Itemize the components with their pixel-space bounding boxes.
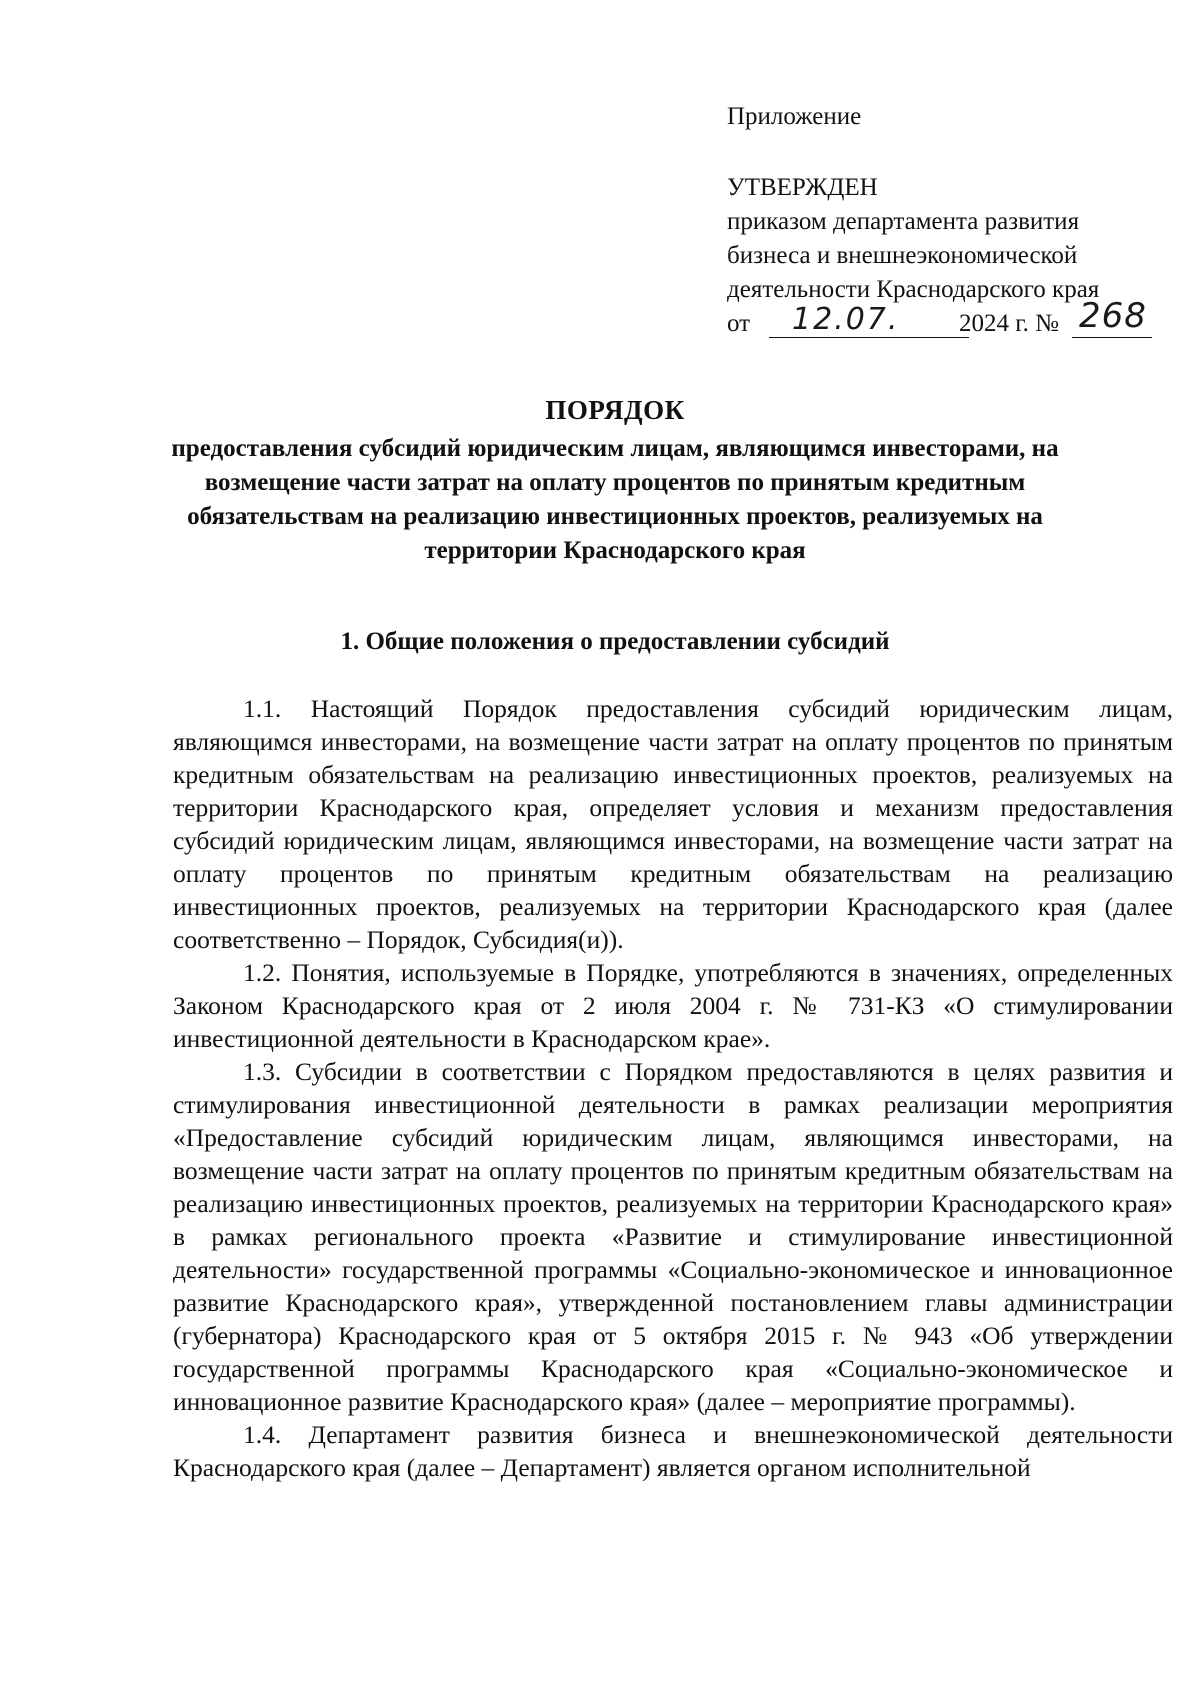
paragraph-1-3: 1.3. Субсидии в соответствии с Порядком предоставляются в целях развития и стимулирования инвестиционной деятельности в рамках реализации мероприятия «Предоставление субсидий юридическим лицам, являющимся инвесторами, на возмещение части затрат на оплату процентов по принятым кредитным обязательствам на реализацию инвестиционных проектов, реализуемых на территории Краснодарского края» в рамках регионального проекта «Развитие и стимулирование инвестиционной деятельности» государственной программы «Социально-экономическое и инновационное развитие Краснодарского края», утвержденной постановлением главы администрации (губернатора) Краснодарского края от 5 октября 2015 г. № 943 «Об утверждении государственной программы Краснодарского края «Социально-экономическое и инновационное развитие Краснодарского края» (далее – мероприятие программы).: [173, 1057, 1173, 1416]
order-line-2: бизнеса и внешнеэкономической: [727, 242, 1078, 269]
document-title: ПОРЯДОК: [545, 395, 685, 425]
order-line-1: приказом департамента развития: [727, 208, 1080, 235]
paragraph-1-4: 1.4. Департамент развития бизнеса и внешнеэкономической деятельности Краснодарского края (далее – Департамент) является органом исполнительной: [173, 1420, 1173, 1482]
document-body: [173, 692, 1173, 1484]
handwritten-number: 268: [1079, 296, 1147, 336]
date-blank-underline: [769, 337, 969, 338]
paragraph-1-2: 1.2. Понятия, используемые в Порядке, употребляются в значениях, определенных Законом Краснодарского края от 2 июля 2004 г. № 731-КЗ «О стимулировании инвестиционной деятельности в Краснодарском крае».: [173, 958, 1173, 1053]
document-title-block: [160, 392, 1070, 568]
number-blank-underline: [1072, 337, 1152, 338]
handwritten-date: 12.07.: [792, 302, 900, 337]
order-line-3: деятельности Краснодарского края: [727, 276, 1100, 303]
order-date-line: [727, 296, 1167, 341]
section-heading: 1. Общие положения о предоставлении субсидий: [340, 628, 890, 655]
approval-block: [727, 100, 1167, 341]
document-subtitle: предоставления субсидий юридическим лицам, являющимся инвесторами, на возмещение части затрат на оплату процентов по принятым кредитным обязательствам на реализацию инвестиционных проектов, реализуемых на территории Краснодарского края: [171, 435, 1059, 564]
appendix-label: Приложение: [727, 103, 862, 130]
approved-label: УТВЕРЖДЕН: [727, 174, 878, 201]
year-number-label: 2024 г. №: [959, 310, 1060, 337]
paragraph-1-1: 1.1. Настоящий Порядок предоставления субсидий юридическим лицам, являющимся инвесторами, на возмещение части затрат на оплату процентов по принятым кредитным обязательствам на реализацию инвестиционных проектов, реализуемых на территории Краснодарского края, определяет условия и механизм предоставления субсидий юридическим лицам, являющимся инвесторами, на возмещение части затрат на оплату процентов по принятым кредитным обязательствам на реализацию инвестиционных проектов, реализуемых на территории Краснодарского края (далее соответственно – Порядок, Субсидия(и)).: [173, 694, 1173, 954]
date-prefix: от: [727, 310, 751, 337]
